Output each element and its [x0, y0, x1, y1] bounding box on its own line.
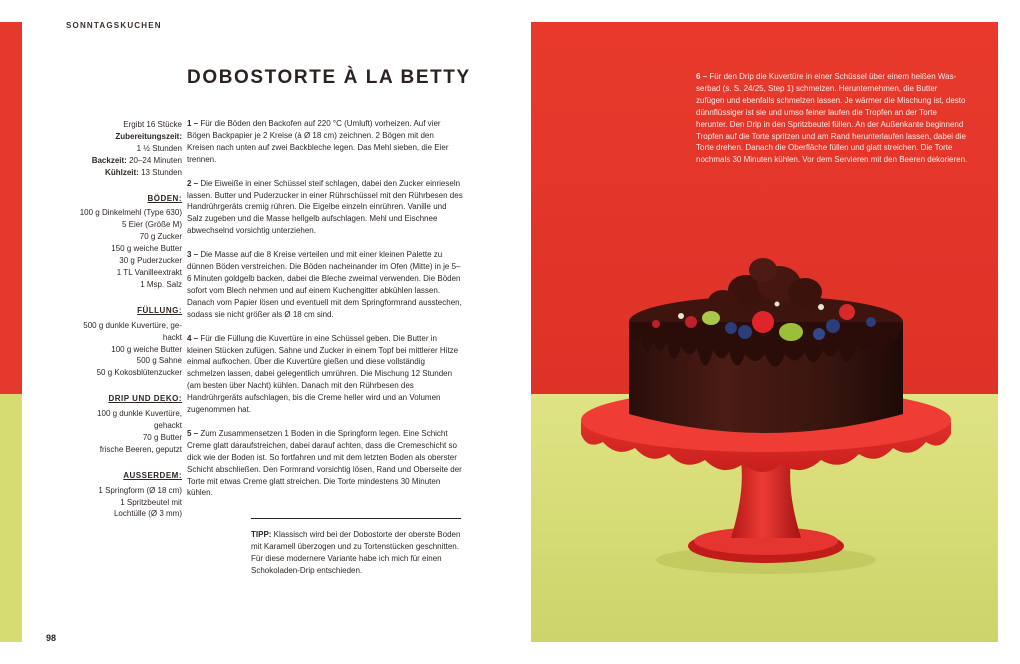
tip-box [251, 518, 461, 577]
left-edge-green-band [0, 394, 22, 642]
ingredient-item: 5 Eier (Größe M) [121, 220, 182, 230]
prep-time-label: Zubereitungszeit: [115, 131, 182, 141]
bake-time-label: Backzeit: [91, 155, 127, 165]
raspberry [752, 311, 774, 333]
step-number: 6 – [696, 72, 708, 81]
page-number: 98 [46, 633, 57, 643]
ingredient-item: 1 Msp. Salz [140, 279, 182, 289]
ingredient-item: 150 g weiche Butter [111, 244, 182, 254]
cream-swirl [708, 290, 738, 314]
ingredient-item: 30 g Puderzucker [119, 256, 182, 266]
step-number: 5 – [187, 428, 199, 438]
strawberry [839, 304, 855, 320]
ingredient-item: 100 g weiche Butter [111, 344, 182, 354]
step-3 [187, 249, 463, 320]
bake-time-value: 20–24 Minuten [129, 155, 182, 165]
step-1 [187, 118, 463, 166]
sugar-pearl [818, 304, 824, 310]
ingredient-item: frische Beeren, geputzt [99, 444, 182, 454]
grape [779, 323, 803, 341]
step-2 [187, 178, 463, 238]
blueberry [813, 328, 825, 340]
step-number: 3 – [187, 250, 199, 260]
ingredient-item: 1 Springform (Ø 18 cm) [98, 485, 182, 495]
grape [702, 311, 720, 325]
step-number: 4 – [187, 333, 199, 343]
step-text: Für den Drip die Kuvertüre in einer Schüssel über einem heißen Wasserbad (s. S. 24/25, Step 1) schmelzen. Herunternehmen, die Butter zufügen und ebenfalls schmelzen lassen. Je wärmer die Mischung ist, desto dünnflüssiger ist sie und umso feiner laufen die Tropfen an der Torte herunter. Den Drip in den Spritzbeutel füllen. An der Außenkante beginnend Tropfen auf die Torte spritzen und am Rand herunterlaufen lassen, dabei die Torte drehen. Danach die Oberfläche füllen und glatt streichen. Die Torte nochmals 30 Minuten kühlen. Vor dem Servieren mit den Beeren dekorieren. [696, 72, 968, 165]
step-6 [696, 71, 968, 166]
ingredient-item: 70 g Butter [142, 432, 182, 442]
ingredient-group-boeden [30, 193, 182, 291]
step-text: Für die Böden den Backofen auf 220 °C (Umluft) vorheizen. Auf vier Bögen Backpapier je 2 Kreise (à Ø 18 cm) zeichnen. 2 Bögen mit den Kreisen nach unten auf zwei Backbleche legen. Das Mehl sieben, die Eier trennen. [187, 119, 449, 164]
recipe-title: DOBOSTORTE À LA BETTY [187, 67, 471, 88]
blueberry [725, 322, 737, 334]
step-text: Die Masse auf die 8 Kreise verteilen und mit einer kleinen Palette zu dünnen Böden verstreichen. Die Böden nacheinander im Ofen (Mitte) in je 5–6 Minuten goldgelb backen, dabei die Bleche zweimal verwenden. Die Böden sofort vom Blech nehmen und auf einem Kuchengitter abkühlen lassen. Danach vom Papier lösen und eventuell mit dem Springformrand ausstechen, sodass sie nicht größer als Ø 18 cm sind. [187, 250, 462, 319]
method-steps [187, 118, 463, 511]
cream-swirl [749, 258, 777, 282]
step-text: Zum Zusammensetzen 1 Boden in die Springform legen. Eine Schicht Creme glatt daraufstreichen, dabei darauf achten, dass die Cremeschicht so dick wie der Boden ist. So fortfahren und mit dem letzten Boden als oberster Schicht abschließen. Den Formrand vorsichtig lösen, Rand und Oberseite der Torte mit etwas Creme glatt streichen. Die Torte mindestens 30 Minuten kühlen. [187, 428, 462, 498]
ingredient-item: 100 g Dinkelmehl (Type 630) [79, 208, 182, 218]
section-label: SONNTAGSKUCHEN [66, 21, 162, 30]
ingredient-item: hackt [162, 332, 182, 342]
ingredient-heading: FÜLLUNG: [137, 305, 182, 315]
ingredient-item: 1 Spritzbeutel mit [120, 497, 182, 507]
ingredient-heading: AUSSERDEM: [123, 470, 182, 480]
ingredient-heading: DRIP UND DEKO: [108, 394, 182, 404]
ingredient-group-drip [30, 393, 182, 456]
ingredient-group-ausserdem [30, 470, 182, 521]
step-number: 1 – [187, 119, 199, 128]
cream-swirl [788, 278, 822, 306]
yield-text: Ergibt 16 Stücke [123, 120, 182, 129]
blueberry [826, 319, 840, 333]
ingredient-item: 100 g dunkle Kuvertüre, [97, 409, 182, 419]
blueberry [738, 325, 752, 339]
recipe-info-column [30, 119, 182, 520]
left-edge-red-band [0, 22, 22, 394]
prep-time-value: 1 ½ Stunden [136, 143, 182, 153]
ingredient-item: 500 g dunkle Kuvertüre, ge- [83, 320, 182, 330]
cool-time-label: Kühlzeit: [105, 167, 139, 177]
red-currant [652, 320, 660, 328]
tip-text: Klassisch wird bei der Dobostorte der oberste Boden mit Karamell überzogen und zu Tortenstücken geschnitten. Für diese modernere Variante habe ich mich für einen Schokoladen-Drip entschieden. [251, 530, 461, 575]
ingredient-group-fuellung [30, 305, 182, 379]
step-4 [187, 333, 463, 416]
step-5 [187, 428, 463, 499]
step-text: Für die Füllung die Kuvertüre in eine Schüssel geben. Die Butter in kleinen Stücken zufügen. Sahne und Zucker in einem Topf bei mittlerer Hitze einmal aufkochen. Über die Kuvertüre gießen und diese vollständig schmelzen lassen, dabei gelegentlich umrühren. Die Mischung 12 Stunden (am besten über Nacht) kühlen. Danach mit den Rührbesen des Handrührgeräts aufschlagen, bis die Creme heller wird und an Volumen zugenommen hat. [187, 333, 459, 415]
sugar-pearl [678, 313, 684, 319]
ingredient-item: gehackt [153, 421, 182, 431]
ingredient-item: 70 g Zucker [139, 232, 182, 242]
tip-label: TIPP: [251, 530, 272, 539]
step-text: Die Eiweiße in einer Schüssel steif schlagen, dabei den Zucker einrieseln lassen. Butter und Puderzucker in einer Rührschüssel mit den Rührbesen des Handrührgeräts cremig rühren. Die Eigelbe einzeln einrühren. Vanille und Salz zugeben und die Masse hellgelb aufschlagen. Mehl und Eischnee abwechselnd vorsichtig unterziehen. [187, 178, 463, 236]
ingredient-item: 50 g Kokosblütenzucker [96, 368, 182, 378]
cool-time-value: 13 Stunden [141, 167, 182, 177]
ingredient-item: 1 TL Vanilleextrakt [116, 267, 182, 277]
step-number: 2 – [187, 178, 199, 188]
red-currant [685, 316, 697, 328]
sugar-pearl [775, 302, 780, 307]
blueberry [866, 317, 876, 327]
ingredient-item: 500 g Sahne [136, 356, 182, 366]
ingredient-item: Lochtülle (Ø 3 mm) [113, 509, 182, 519]
ingredient-heading: BÖDEN: [147, 193, 182, 203]
